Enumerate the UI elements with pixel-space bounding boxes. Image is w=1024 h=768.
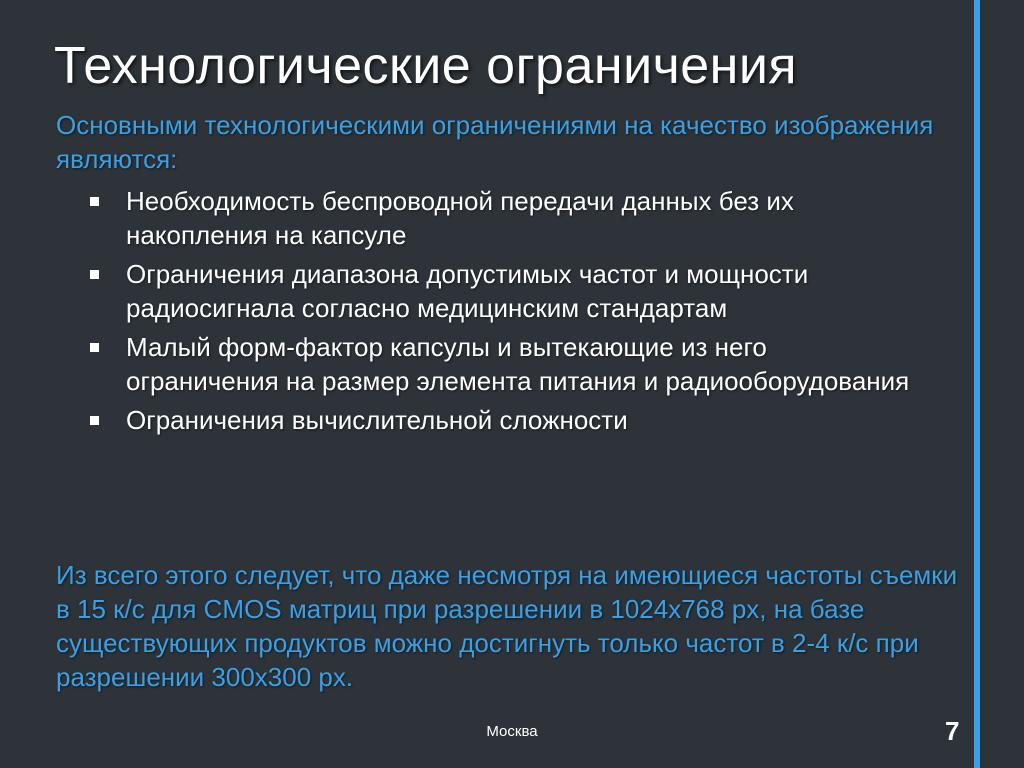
page-number: 7 xyxy=(945,716,960,746)
bullet-list xyxy=(90,184,910,442)
list-item-text: Необходимость беспроводной передачи данных без их накопления на капсуле xyxy=(126,186,794,250)
list-item xyxy=(90,330,910,398)
list-item xyxy=(90,184,910,252)
conclusion-text: Из всего этого следует, что даже несмотря на имеющиеся частоты съемки в 15 к/с для CMOS матриц при разрешении в 1024x768 px, на базе существующих продуктов можно достигнуть только частот в 2-4 к/с при разрешении 300x300 px. xyxy=(56,560,958,692)
square-bullet-icon xyxy=(90,270,99,279)
intro-text: Основными технологическими ограничениями на качество изображения являются: xyxy=(56,110,934,174)
accent-bar xyxy=(974,0,980,768)
square-bullet-icon xyxy=(90,416,99,425)
square-bullet-icon xyxy=(90,197,99,206)
list-item xyxy=(90,257,910,325)
list-item-text: Ограничения вычислительной сложности xyxy=(126,405,628,435)
slide-title: Технологические ограничения xyxy=(54,37,798,95)
square-bullet-icon xyxy=(90,343,99,352)
list-item-text: Ограничения диапазона допустимых частот и мощности радиосигнала согласно медицинским стандартам xyxy=(126,259,809,323)
list-item xyxy=(90,403,910,437)
list-item-text: Малый форм-фактор капсулы и вытекающие из него ограничения на размер элемента питания и радиооборудования xyxy=(126,332,910,396)
footer-city: Москва xyxy=(486,723,538,740)
